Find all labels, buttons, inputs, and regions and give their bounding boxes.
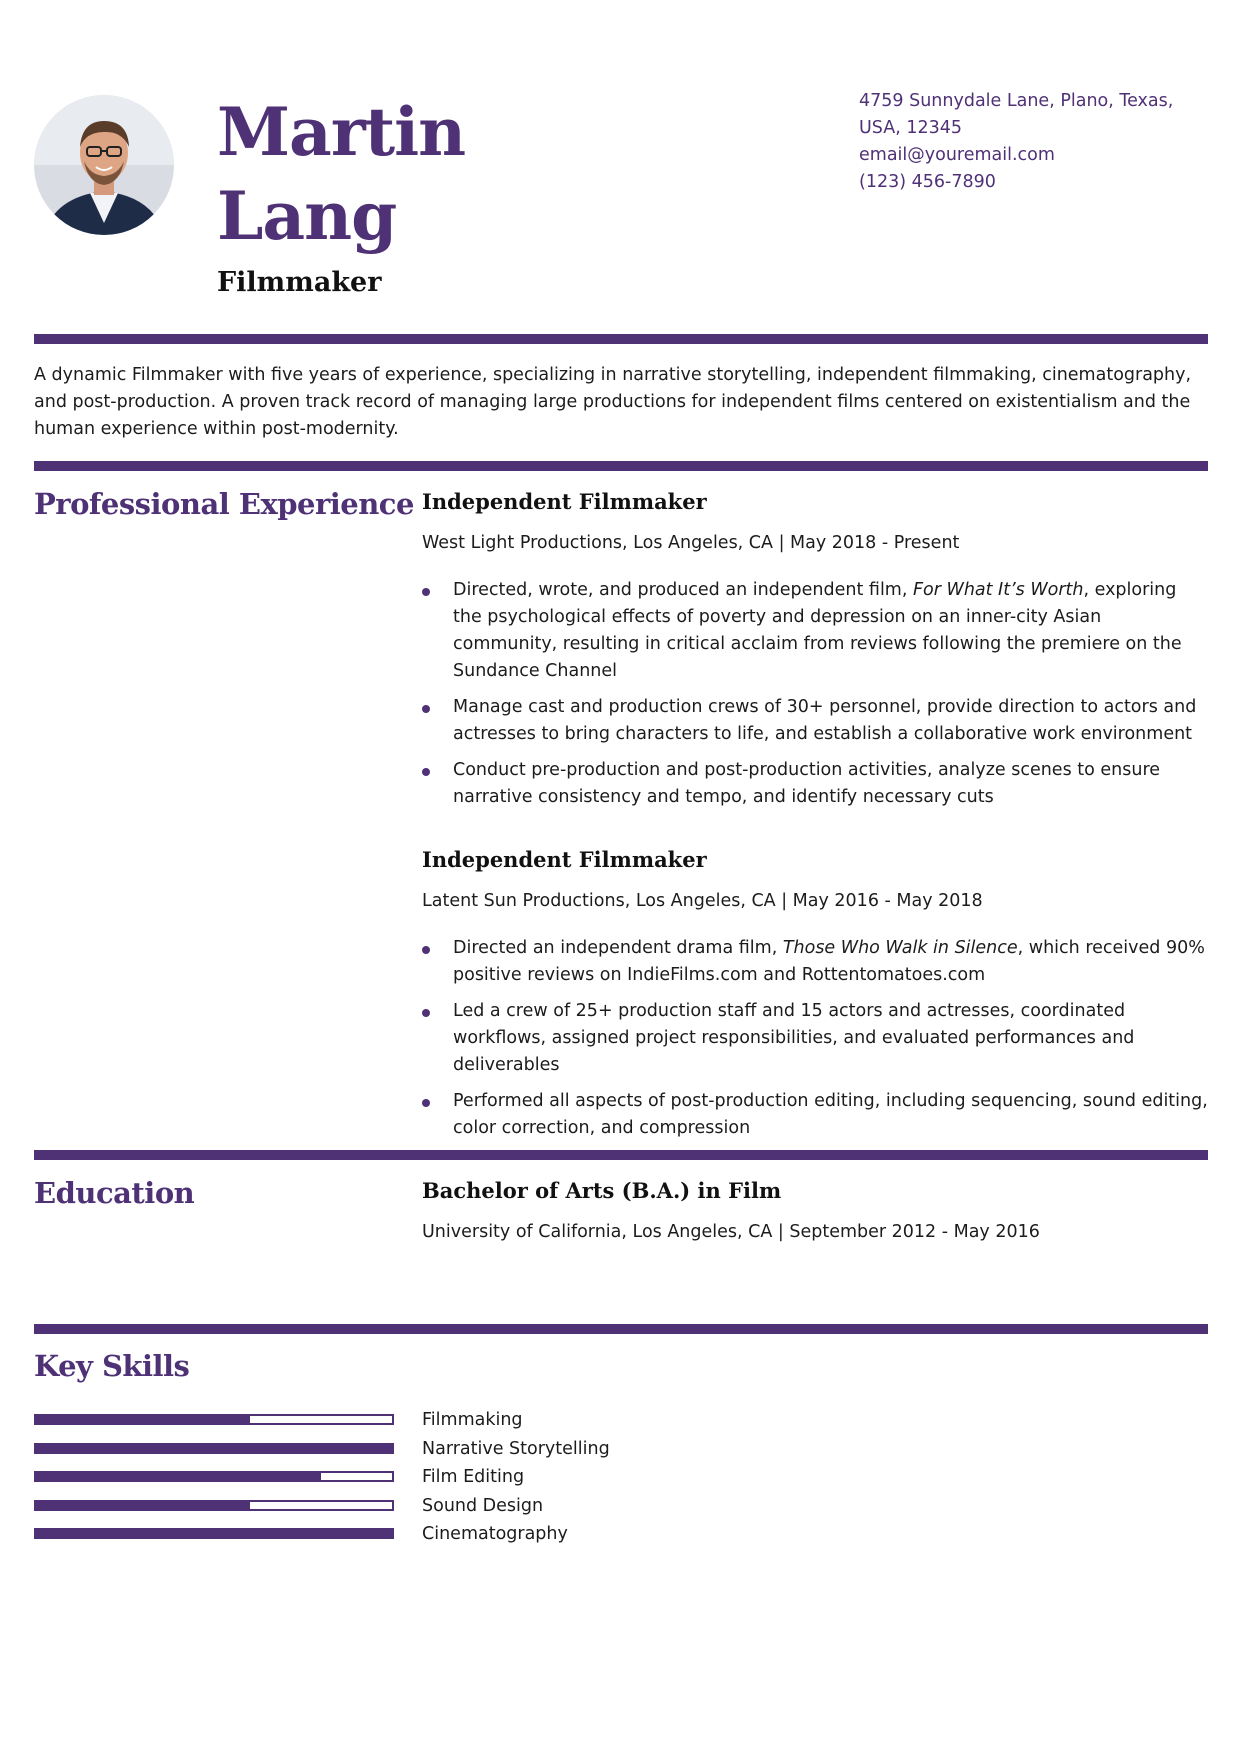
bullet-dot-icon <box>422 946 430 954</box>
skill-label: Narrative Storytelling <box>422 1439 610 1459</box>
experience-job-2 <box>422 846 1208 1151</box>
experience-divider <box>34 1150 1208 1160</box>
job-title: Filmmaker <box>217 267 382 298</box>
education-meta: University of California, Los Angeles, CA | September 2012 - May 2016 <box>422 1222 1040 1242</box>
contact-email[interactable]: email@youremail.com <box>859 145 1055 165</box>
contact-info <box>859 88 1204 196</box>
contact-phone: (123) 456-7890 <box>859 172 996 192</box>
bullet-item: Directed, wrote, and produced an independent film, For What It’s Worth, exploring the psychological effects of poverty and depression on an inner-city Asian community, resulting in critical acclaim from reviews following the premiere on the Sundance Channel <box>422 577 1208 685</box>
summary-text: A dynamic Filmmaker with five years of experience, specializing in narrative storytelling, independent filmmaking, cinematography, and post-production. A proven track record of managing large productions for independent films centered on existentialism and the human experience within post-modernity. <box>34 365 1192 439</box>
bullet-item: Led a crew of 25+ production staff and 15 actors and actresses, coordinated workflows, assigned project responsibilities, and evaluated performances and deliverables <box>422 998 1208 1079</box>
job-meta: West Light Productions, Los Angeles, CA | May 2018 - Present <box>422 533 960 553</box>
skill-level-bar <box>34 1414 394 1425</box>
summary-divider <box>34 461 1208 471</box>
full-name <box>217 90 465 258</box>
header-divider <box>34 334 1208 344</box>
bullet-dot-icon <box>422 768 430 776</box>
job-bullets <box>422 577 1208 811</box>
skill-label: Film Editing <box>422 1467 525 1487</box>
skill-level-fill <box>36 1416 250 1423</box>
skill-label: Cinematography <box>422 1524 568 1544</box>
education-divider <box>34 1324 1208 1334</box>
skill-level-fill <box>36 1473 321 1480</box>
bullet-item: Performed all aspects of post-production editing, including sequencing, sound editing, color correction, and compression <box>422 1088 1208 1142</box>
skill-label: Sound Design <box>422 1496 544 1516</box>
job-meta: Latent Sun Productions, Los Angeles, CA | May 2016 - May 2018 <box>422 891 983 911</box>
profile-photo <box>34 95 174 235</box>
job-title-heading: Independent Filmmaker <box>422 847 707 872</box>
skill-level-fill <box>36 1530 392 1537</box>
last-name: Lang <box>217 177 397 255</box>
degree-heading: Bachelor of Arts (B.A.) in Film <box>422 1178 782 1203</box>
experience-job-1 <box>422 488 1208 820</box>
avatar-portrait-icon <box>34 95 174 235</box>
job-bullets <box>422 935 1208 1142</box>
bullet-dot-icon <box>422 705 430 713</box>
job-title-heading: Independent Filmmaker <box>422 489 707 514</box>
skills-heading: Key Skills <box>34 1349 190 1383</box>
bullet-dot-icon <box>422 1099 430 1107</box>
bullet-dot-icon <box>422 1009 430 1017</box>
skill-level-fill <box>36 1502 250 1509</box>
education-entry <box>422 1177 1208 1245</box>
bullet-dot-icon <box>422 588 430 596</box>
skill-level-bar <box>34 1443 394 1454</box>
skill-level-bar <box>34 1500 394 1511</box>
bullet-item: Directed an independent drama film, Those Who Walk in Silence, which received 90% positive reviews on IndieFilms.com and Rottentomatoes.com <box>422 935 1208 989</box>
skill-level-fill <box>36 1445 392 1452</box>
skill-level-bar <box>34 1471 394 1482</box>
bullet-item: Manage cast and production crews of 30+ personnel, provide direction to actors and actresses to bring characters to life, and establish a collaborative work environment <box>422 694 1208 748</box>
contact-address: 4759 Sunnydale Lane, Plano, Texas, USA, 12345 <box>859 91 1174 138</box>
experience-heading: Professional Experience <box>34 487 414 521</box>
first-name: Martin <box>217 93 466 171</box>
bullet-item: Conduct pre-production and post-production activities, analyze scenes to ensure narrative consistency and tempo, and identify necessary cuts <box>422 757 1208 811</box>
skill-level-bar <box>34 1528 394 1539</box>
skill-label: Filmmaking <box>422 1410 523 1430</box>
education-heading: Education <box>34 1176 195 1210</box>
